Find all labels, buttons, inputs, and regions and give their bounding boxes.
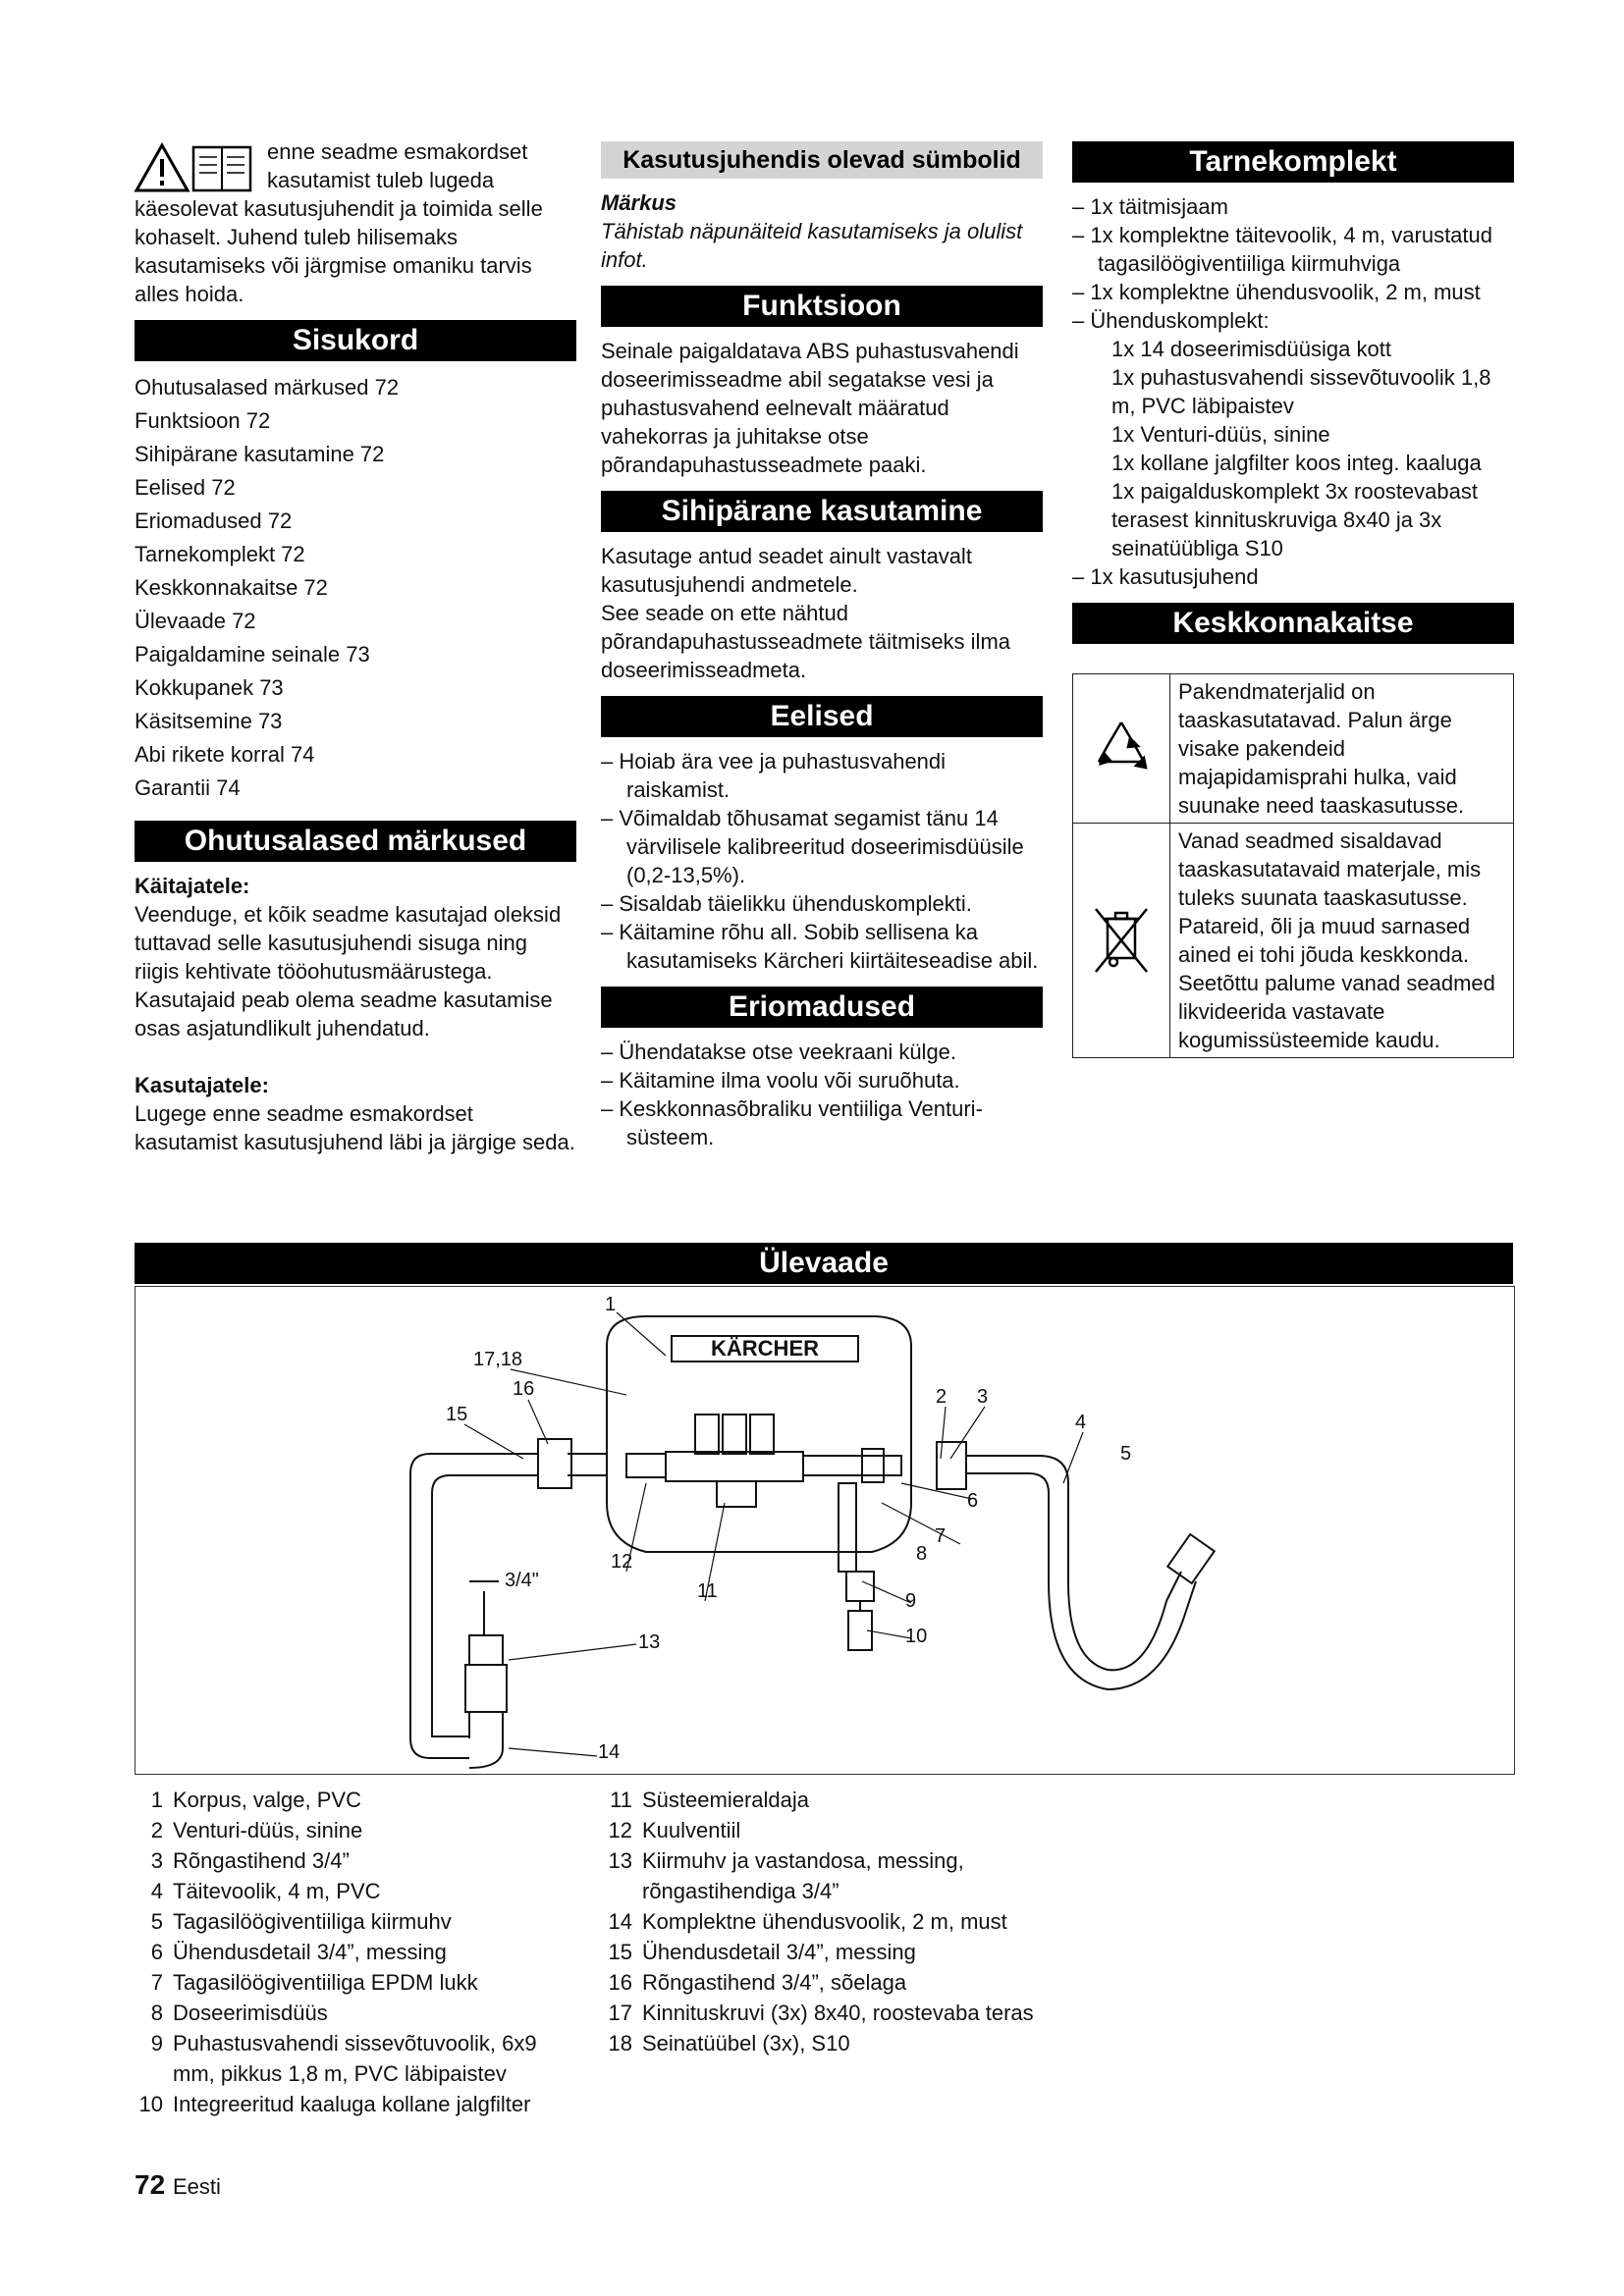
toc-item: Käsitsemine 73 (135, 709, 283, 733)
device-housing (607, 1316, 911, 1552)
page-number: 72 (135, 2169, 166, 2200)
legend-text: Integreeritud kaaluga kollane jalgfilter (173, 2092, 531, 2116)
operators-text: Veenduge, et kõik seadme kasutajad oleksid tuttavad selle kasutusjuhendi sisuga ning riigis kehtivate tööohutusmäärustega. Kasutajaid peab olema seadme kasutamise osas asjatundlikult juhendatud. (135, 902, 562, 1041)
callout: 4 (1075, 1412, 1087, 1433)
legend-text: Doseerimisdüüs (173, 2001, 328, 2025)
overview-diagram (135, 1286, 1515, 1775)
legend-item (597, 1845, 1049, 1906)
toc-item: Tarnekomplekt 72 (135, 542, 305, 566)
environment-row-packaging (1073, 674, 1513, 824)
list-item: – Hoiab ära vee ja puhastusvahendi raiskamist. (601, 747, 1043, 804)
legend-item (597, 1967, 1049, 1998)
list-item: – Ühenduskomplekt: (1072, 306, 1514, 335)
callout: 13 (638, 1631, 661, 1653)
devices-text: Vanad seadmed sisaldavad taaskasutatavaid materjale, mis tuleks suunata taaskasutusse. Patareid, õli ja muud sarnased ained ei tohi jõuda keskkonda. Seetõttu palume vanad seadmed likvideerida vastavate kogumissüsteemide kaudu. (1178, 828, 1495, 1052)
function-text: Seinale paigaldatava ABS puhastusvahendi doseerimisseadme abil segatakse vesi ja puhastusvahend eelnevalt määratud vahekorras ja juhitakse otse põrandapuhastusseadmete paaki. (601, 339, 1019, 477)
legend-item (128, 1937, 579, 1967)
sub-item: 1x paigalduskomplekt 3x roostevabast terasest kinnituskruviga 8x40 ja 3x seinatüübliga S10 (1111, 479, 1478, 561)
legend-number: 10 (138, 2092, 163, 2116)
delivery-list (1072, 192, 1514, 335)
legend-right (597, 1785, 1049, 2058)
size-label: 3/4" (505, 1570, 539, 1591)
legend-text: Rõngastihend 3/4” (173, 1848, 350, 1873)
legend-item (128, 2089, 579, 2119)
users-label: Kasutajatele: (135, 1073, 269, 1097)
intro-rest: käesolevat kasutusjuhendit ja toimida selle kohaselt. Juhend tuleb hilisemaks kasutamiseks või järgmise omaniku tarvis alles hoida. (135, 196, 543, 306)
callout: 10 (905, 1626, 928, 1647)
legend-number: 18 (608, 2031, 632, 2056)
operators-label: Käitajatele: (135, 874, 250, 898)
intended-use-heading: Sihipärane kasutamine (601, 491, 1043, 532)
column-middle (601, 137, 1043, 1151)
legend-item (128, 2028, 579, 2089)
callout: 9 (905, 1590, 917, 1612)
callout: 16 (513, 1378, 535, 1400)
toc-item: Paigaldamine seinale 73 (135, 642, 370, 667)
users-text: Lugege enne seadme esmakordset kasutamist kasutusjuhend läbi ja järgige seda. (135, 1101, 575, 1154)
intro-line-2: kasutamist tuleb lugeda (267, 168, 495, 192)
legend-number: 6 (150, 1940, 163, 1964)
legend-number: 2 (150, 1818, 163, 1842)
recycle-icon (1073, 674, 1170, 823)
list-item: – Keskkonnasõbraliku ventiiliga Venturi-süsteem. (601, 1095, 1043, 1151)
legend-text: Puhastusvahendi sissevõtuvoolik, 6x9 mm, pikkus 1,8 m, PVC läbipaistev (173, 2031, 537, 2086)
legend-text: Ühendusdetail 3/4”, messing (642, 1940, 916, 1964)
toc-item: Keskkonnakaitse 72 (135, 575, 328, 600)
toc-heading: Sisukord (135, 320, 576, 361)
legend-item (597, 1998, 1049, 2028)
legend-text: Täitevoolik, 4 m, PVC (173, 1879, 381, 1903)
toc-item: Kokkupanek 73 (135, 675, 284, 700)
intro-block (135, 137, 576, 308)
legend-number: 15 (608, 1940, 632, 1964)
toc-item: Eelised 72 (135, 475, 236, 500)
list-item: – Ühendatakse otse veekraani külge. (601, 1038, 1043, 1066)
legend-item (597, 1906, 1049, 1937)
legend-item (128, 1998, 579, 2028)
symbols-heading: Kasutusjuhendis olevad sümbolid (601, 141, 1043, 179)
callout: 1 (605, 1294, 617, 1315)
sub-item: 1x kollane jalgfilter koos integ. kaaluga (1111, 451, 1482, 475)
legend-number: 9 (150, 2031, 163, 2056)
list-item: – 1x komplektne täitevoolik, 4 m, varustatud tagasilöögiventiiliga kiirmuhviga (1072, 221, 1514, 278)
list-item: – 1x komplektne ühendusvoolik, 2 m, must (1072, 278, 1514, 306)
legend-number: 12 (608, 1818, 632, 1842)
legend-text: Komplektne ühendusvoolik, 2 m, must (642, 1909, 1007, 1934)
list-item: – 1x täitmisjaam (1072, 192, 1514, 221)
advantages-heading: Eelised (601, 696, 1043, 737)
legend-number: 4 (150, 1879, 163, 1903)
legend-item (128, 1785, 579, 1815)
intended-use-text-2: See seade on ette nähtud põrandapuhastusseadmete täitmiseks ilma doseerimisseadmeta. (601, 601, 1011, 682)
callout: 3 (977, 1386, 989, 1408)
list-item: – Käitamine rõhu all. Sobib sellisena ka kasutamiseks Kärcheri kiirtäiteseadise abil. (601, 918, 1043, 975)
callout: 17,18 (473, 1349, 523, 1370)
packaging-text: Pakendmaterjalid on taaskasutatavad. Palun ärge visake pakendeid majapidamisprahi hulka, vaid suunake need taaskasutusse. (1178, 679, 1465, 818)
sub-item: 1x 14 doseerimisdüüsiga kott (1111, 337, 1391, 361)
legend-item (128, 1815, 579, 1845)
legend-number: 3 (150, 1848, 163, 1873)
list-item: – Võimaldab tõhusamat segamist tänu 14 värvilisele kalibreeritud doseerimisdüüsile (0,2-13,5%). (601, 804, 1043, 889)
overview-heading: Ülevaade (135, 1243, 1513, 1284)
page-language: Eesti (172, 2174, 221, 2199)
legend-text: Kiirmuhv ja vastandosa, messing, rõngastihendiga 3/4” (642, 1848, 964, 1903)
environment-heading: Keskkonnakaitse (1072, 603, 1514, 644)
list-item: – Käitamine ilma voolu või suruõhuta. (601, 1066, 1043, 1095)
legend-item (128, 1845, 579, 1876)
note-label: Märkus (601, 190, 677, 215)
legend-number: 5 (150, 1909, 163, 1934)
callout: 14 (598, 1741, 621, 1763)
note-text: Tähistab näpunäiteid kasutamiseks ja olulist infot. (601, 219, 1023, 272)
features-heading: Eriomadused (601, 987, 1043, 1028)
function-heading: Funktsioon (601, 286, 1043, 327)
sub-item: 1x puhastusvahendi sissevõtuvoolik 1,8 m, PVC läbipaistev (1111, 365, 1491, 418)
legend-text: Seinatüübel (3x), S10 (642, 2031, 850, 2056)
callout: 11 (697, 1580, 718, 1602)
legend-item (128, 1876, 579, 1906)
brand-logo: KÄRCHER (711, 1336, 819, 1361)
callout: 7 (935, 1525, 947, 1547)
legend-number: 14 (608, 1909, 632, 1934)
intended-use-text-1: Kasutage antud seadet ainult vastavalt kasutusjuhendi andmetele. (601, 544, 972, 597)
legend-text: Tagasilöögiventiiliga EPDM lukk (173, 1970, 478, 1995)
toc-item: Funktsioon 72 (135, 408, 271, 433)
intro-line-1: enne seadme esmakordset (267, 139, 528, 164)
legend-item (128, 1967, 579, 1998)
legend-number: 13 (608, 1848, 632, 1873)
legend-item (597, 2028, 1049, 2058)
callout: 8 (916, 1543, 928, 1565)
callout: 12 (611, 1551, 633, 1573)
toc-item: Ülevaade 72 (135, 609, 256, 633)
callout: 6 (967, 1490, 979, 1512)
sub-item: 1x Venturi-düüs, sinine (1111, 422, 1330, 447)
safety-heading: Ohutusalased märkused (135, 821, 576, 862)
environment-table (1072, 673, 1514, 1058)
toc-item: Eriomadused 72 (135, 508, 293, 533)
callout: 2 (936, 1386, 947, 1408)
toc-item: Abi rikete korral 74 (135, 742, 315, 767)
legend-number: 17 (608, 2001, 632, 2025)
legend-number: 16 (608, 1970, 632, 1995)
features-list (601, 1038, 1043, 1151)
toc-list (135, 371, 576, 805)
legend-item (597, 1815, 1049, 1845)
legend-text: Süsteemieraldaja (642, 1788, 809, 1812)
delivery-heading: Tarnekomplekt (1072, 141, 1514, 183)
legend-number: 1 (150, 1788, 163, 1812)
legend-text: Venturi-düüs, sinine (173, 1818, 363, 1842)
legend-text: Kinnituskruvi (3x) 8x40, roostevaba teras (642, 2001, 1034, 2025)
legend-left (128, 1785, 579, 2119)
toc-item: Sihipärane kasutamine 72 (135, 442, 385, 466)
legend-text: Rõngastihend 3/4”, sõelaga (642, 1970, 907, 1995)
crossed-bin-icon (1073, 824, 1170, 1057)
page-footer (135, 2169, 221, 2201)
list-item: – 1x kasutusjuhend (1072, 562, 1514, 591)
delivery-list-end (1072, 562, 1514, 591)
legend-text: Tagasilöögiventiiliga kiirmuhv (173, 1909, 452, 1934)
legend-number: 7 (150, 1970, 163, 1995)
legend-number: 8 (150, 2001, 163, 2025)
legend-item (597, 1937, 1049, 1967)
legend-text: Kuulventiil (642, 1818, 741, 1842)
warning-book-icon (133, 141, 260, 196)
legend-text: Korpus, valge, PVC (173, 1788, 361, 1812)
environment-row-devices (1073, 824, 1513, 1057)
toc-item: Garantii 74 (135, 775, 241, 800)
toc-item: Ohutusalased märkused 72 (135, 375, 400, 400)
advantages-list (601, 747, 1043, 975)
callout: 15 (446, 1404, 468, 1425)
delivery-sub-list (1072, 335, 1514, 562)
column-left (135, 137, 576, 1156)
column-right (1072, 137, 1514, 1058)
legend-item (128, 1906, 579, 1937)
list-item: – Sisaldab täielikku ühenduskomplekti. (601, 889, 1043, 918)
callout: 5 (1120, 1443, 1132, 1465)
legend-number: 11 (610, 1788, 632, 1812)
legend-item (597, 1785, 1049, 1815)
legend-text: Ühendusdetail 3/4”, messing (173, 1940, 447, 1964)
